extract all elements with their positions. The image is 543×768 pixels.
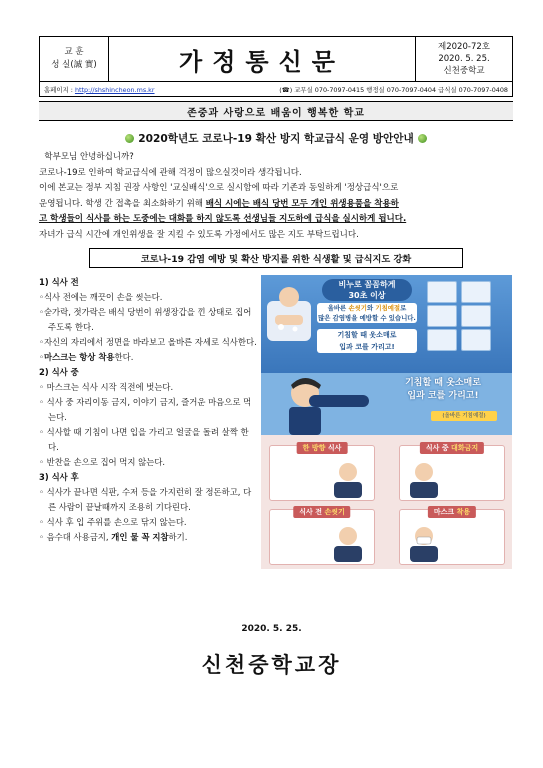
homepage-label: 홈페이지 : <box>44 85 73 94</box>
school-name: 신천중학교 <box>443 66 485 76</box>
greeting: 학부모님 안녕하십니까? <box>39 152 134 162</box>
handwash-step-icon <box>427 329 457 351</box>
mask-illustration-icon <box>404 524 444 562</box>
student-illustration-icon <box>404 460 444 498</box>
badge-text: 비누로 꼼꼼하게 <box>338 280 396 289</box>
badge-text: 입과 코를 가리고! <box>339 343 395 351</box>
emphasis-text: 개인 물 꼭 지참 <box>111 532 169 542</box>
notice-title-text: 2020학년도 코로나-19 확산 방지 학교급식 운영 방안안내 <box>138 133 414 145</box>
list-item: ◦숟가락, 젓가락은 배식 당번이 위생장갑을 낀 상태로 집어주도록 한다. <box>39 307 252 332</box>
section-subtitle: 코로나-19 감염 예방 및 확산 방지를 위한 식생활 및 급식지도 강화 <box>89 248 463 268</box>
emphasis-text: 고 학생들이 식사를 하는 도중에는 대화를 하지 않도록 선생님들 지도하에 급식을 실시하게 됩니다. <box>39 214 407 224</box>
content-columns <box>39 275 513 569</box>
card-title: 식사 전 손씻기 <box>293 506 350 518</box>
poster-badge-cough <box>317 329 417 353</box>
homepage-info <box>44 85 155 94</box>
phone-numbers: (☎) 교무실 070-7097-0415 행정실 070-7097-0404 급식실 070-7097-0408 <box>279 85 508 94</box>
poster-image <box>261 275 512 569</box>
list-item: ◦식사 전에는 깨끗이 손을 씻는다. <box>39 292 163 302</box>
contact-row <box>39 82 513 97</box>
badge-text: 기침할 때 옷소매로 <box>337 331 397 339</box>
homepage-link[interactable]: http://shshincheon.ms.kr <box>74 85 155 94</box>
handwash-step-icon <box>427 305 457 327</box>
section-heading: 1) 식사 전 <box>39 277 79 287</box>
school-motto-cell <box>40 37 109 81</box>
school-slogan-bar: 존중과 사랑으로 배움이 행복한 학교 <box>39 101 513 121</box>
guidelines-list <box>39 275 259 569</box>
list-text: 하기. <box>168 532 188 542</box>
handwashing-illustration-icon <box>265 281 313 343</box>
list-item: ◦ 반찬을 손으로 집어 먹지 않는다. <box>39 457 166 467</box>
intro-line: 자녀가 급식 시간에 개인위생을 잘 지킬 수 있도록 가정에서도 많은 지도 부탁드립니다. <box>39 229 359 240</box>
issue-info-cell <box>416 37 512 81</box>
list-text: ◦ 음수대 사용금지, <box>39 532 112 542</box>
student-illustration-icon <box>328 524 368 562</box>
intro-text: 운영됩니다. 학생 간 접촉을 최소화하기 위해 <box>39 198 206 209</box>
header-table <box>39 36 513 82</box>
intro-line <box>39 197 513 213</box>
list-item: ◦ 식사할 때 기침이 나면 입을 가리고 얼굴을 돌려 살짝 한다. <box>39 427 249 452</box>
list-item: ◦ 식사 후 입 주위를 손으로 닦지 않는다. <box>39 517 187 527</box>
handwash-step-icon <box>461 305 491 327</box>
card-wash-before-meal <box>269 509 375 565</box>
document-title: 가정통신문 <box>109 37 416 81</box>
list-text: 한다. <box>114 352 134 362</box>
motto-value: 성 실(誠 實) <box>51 60 97 70</box>
handwash-step-icon <box>427 281 457 303</box>
card-title: 한 방향 식사 <box>297 442 348 454</box>
list-item: ◦ 마스크는 식사 시작 직전에 벗는다. <box>39 382 174 392</box>
emphasis-text: 마스크는 항상 착용 <box>43 352 115 362</box>
intro-line: 이에 본교는 정부 지침 권장 사항인 '교실배식'으로 실시함에 따라 기존과 동일하게 '정상급식'으로 <box>39 183 399 193</box>
emphasis-text: 배식 시에는 배식 당번 모두 개인 위생용품을 착용하 <box>205 198 399 209</box>
bullet: ◦ <box>39 352 44 362</box>
intro-line <box>39 212 513 228</box>
intro-paragraph <box>39 150 513 243</box>
poster-badge-etiquette <box>317 303 417 323</box>
poster-caption: (올바른 기침예절) <box>431 411 497 421</box>
badge-text: 많은 감염병을 예방할 수 있습니다. <box>318 314 416 322</box>
poster-badge-handwash <box>322 279 412 301</box>
card-title: 마스크 착용 <box>428 506 476 518</box>
student-illustration-icon <box>328 460 368 498</box>
green-ball-icon <box>418 134 427 143</box>
handwash-step-icon <box>461 281 491 303</box>
poster-slogan <box>379 377 507 403</box>
list-item <box>39 350 259 365</box>
footer-date: 2020. 5. 25. <box>241 624 302 634</box>
card-no-talking <box>399 445 505 501</box>
card-one-direction-meal <box>269 445 375 501</box>
list-item: ◦ 식사가 끝나면 식판, 수저 등을 가지런히 잘 정돈하고, 다른 사람이 끝날때까지 조용히 기다린다. <box>39 487 252 512</box>
slogan-text: 입과 코를 가리고! <box>407 391 479 401</box>
badge-text: 올바른 손씻기와 기침예절로 <box>327 304 407 312</box>
hygiene-poster <box>261 275 512 569</box>
list-item: ◦ 식사 중 자리이동 금지, 이야기 금지, 즐거운 마음으로 먹는다. <box>39 397 252 422</box>
meal-rule-cards <box>261 435 512 569</box>
notice-title <box>39 131 513 146</box>
intro-line: 코로나-19로 인하여 학교급식에 관해 걱정이 많으실것이라 생각됩니다. <box>39 167 302 178</box>
slogan-text: 기침할 때 옷소매로 <box>405 378 481 388</box>
handwash-step-icon <box>461 329 491 351</box>
section-heading: 3) 식사 후 <box>39 472 79 482</box>
card-wear-mask <box>399 509 505 565</box>
list-item <box>39 530 259 545</box>
motto-label: 교 훈 <box>64 47 84 57</box>
card-title: 식사 중 대화금지 <box>420 442 484 454</box>
green-ball-icon <box>125 134 134 143</box>
issue-date: 2020. 5. 25. <box>438 54 490 64</box>
section-heading: 2) 식사 중 <box>39 367 79 377</box>
newsletter-page <box>39 36 513 569</box>
badge-text: 30초 이상 <box>348 291 386 300</box>
issue-number: 제2020-72호 <box>438 42 490 52</box>
list-item: ◦자신의 자리에서 정면을 바라보고 올바른 자세로 식사한다. <box>39 337 257 347</box>
cough-etiquette-illustration-icon <box>265 373 377 435</box>
principal-signature: 신천중학교장 <box>201 652 342 677</box>
